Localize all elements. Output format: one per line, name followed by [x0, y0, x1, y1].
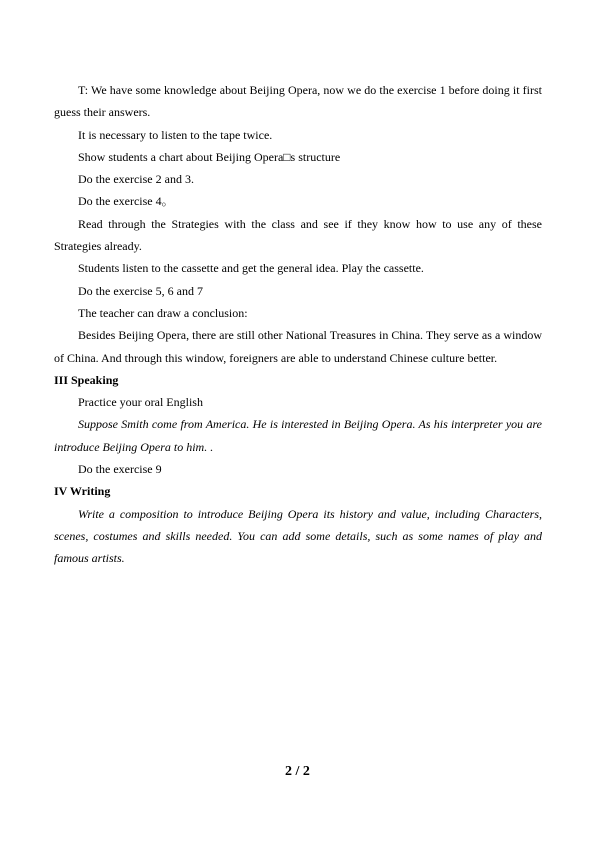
paragraph: T: We have some knowledge about Beijing Opera, now we do the exercise 1 before doing it first guess their answers.	[54, 83, 542, 120]
section-heading-writing: IV Writing	[54, 484, 111, 499]
paragraph: Practice your oral English	[78, 395, 203, 410]
paragraph: Do the exercise 2 and 3.	[78, 172, 194, 187]
paragraph: Do the exercise 9	[78, 462, 162, 477]
paragraph: Besides Beijing Opera, there are still other National Treasures in China. They serve as a window of China. And through this window, foreigners are able to understand Chinese culture better.	[54, 328, 542, 365]
document-body	[54, 79, 542, 570]
paragraph: Students listen to the cassette and get the general idea. Play the cassette.	[78, 261, 424, 276]
paragraph: The teacher can draw a conclusion:	[78, 305, 248, 320]
paragraph: Show students a chart about Beijing Opera□s structure	[78, 149, 341, 164]
paragraph-italic: Write a composition to introduce Beijing Opera its history and value, including Characters, scenes, costumes and skills needed. You can add some details, such as some names of play and famous artists.	[54, 506, 542, 566]
paragraph-italic: Suppose Smith come from America. He is interested in Beijing Opera. As his interpreter you are introduce Beijing Opera to him. .	[54, 417, 542, 454]
page-number: 2 / 2	[285, 764, 310, 779]
paragraph: It is necessary to listen to the tape twice.	[78, 127, 273, 142]
paragraph: Read through the Strategies with the class and see if they know how to use any of these Strategies already.	[54, 216, 542, 254]
paragraph: Do the exercise 4。	[78, 194, 174, 209]
paragraph: Do the exercise 5, 6 and 7	[78, 283, 203, 298]
section-heading-speaking: III Speaking	[54, 372, 119, 387]
